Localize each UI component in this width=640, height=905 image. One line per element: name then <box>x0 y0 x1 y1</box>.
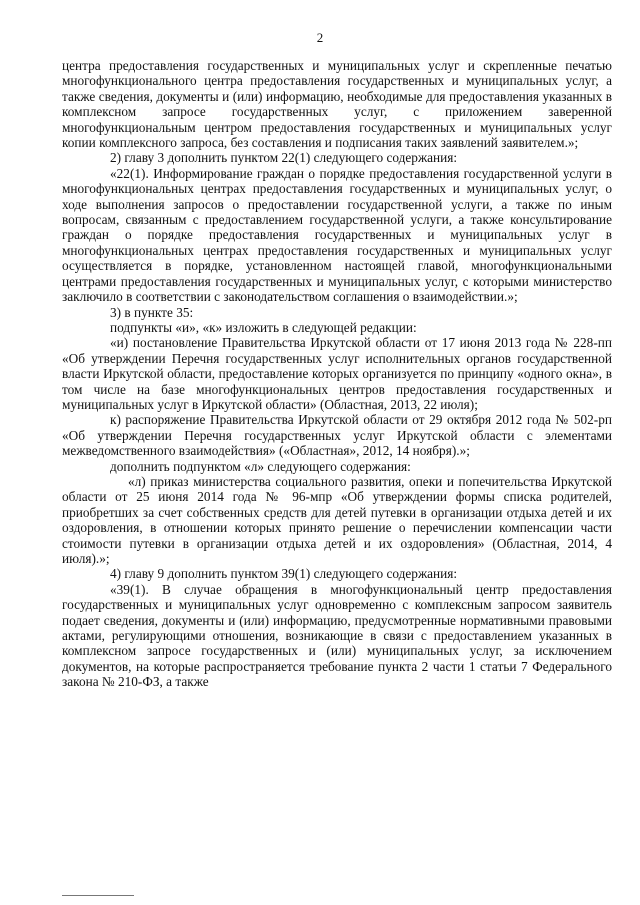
paragraph-item-3: 3) в пункте 35: <box>110 304 194 320</box>
paragraph-item-4: 4) главу 9 дополнить пунктом 39(1) следующего содержания: <box>110 566 458 582</box>
paragraph-point-39-1: «39(1). В случае обращения в многофункциональный центр предоставления государственных и муниципальных услуг одновременно с комплексным запросом заявитель подает сведения, документы и (или) информацию, предусмотренные нормативными правовыми актами, регулирующими отношения, возникающие в связи с предоставлением указанных в комплексном запросе государственных и (или) муниципальных услуг, за исключением документов, на которые распространяется требование пункта 2 части 1 статьи 7 Федерального закона № 210-ФЗ, а также <box>62 581 612 690</box>
paragraph-item-2: 2) главу 3 дополнить пунктом 22(1) следующего содержания: <box>110 150 458 166</box>
document-body <box>62 58 612 690</box>
paragraph-continuation: центра предоставления государственных и муниципальных услуг и скрепленные печатью многофункционального центра предоставления государственных и муниципальных услуг, а также сведения, документы и (или) информацию, необходимые для предоставления указанных в комплексном запросе государственных услуг, с приложением заверенной многофункциональным центром предоставления государственных и муниципальных услуг копии комплексного запроса, без составления и подписания таких заявлений заявителем.»; <box>62 58 612 151</box>
paragraph-subpoint-i: «и) постановление Правительства Иркутской области от 17 июня 2013 года № 228-пп «Об утверждении Перечня государственных услуг исполнительных органов государственной власти Иркутской области, предоставление которых организуется по принципу «одного окна», в том числе на базе многофункциональных центров предоставления государственных и муниципальных услуг в Иркутской области» (Областная, 2013, 22 июля); <box>62 335 612 412</box>
footer-divider <box>62 895 134 896</box>
page-number: 2 <box>316 30 324 45</box>
paragraph-subpoints-heading: подпункты «и», «к» изложить в следующей редакции: <box>110 319 417 335</box>
paragraph-subpoint-k: к) распоряжение Правительства Иркутской области от 29 октября 2012 года № 502-рп «Об утверждении Перечня государственных услуг Иркутской области с элементами межведомственного взаимодействия» («Областная», 2012, 14 ноября).»; <box>62 412 612 459</box>
paragraph-point-22-1: «22(1). Информирование граждан о порядке предоставления государственной услуги в многофункциональных центрах предоставления государственных и муниципальных услуг, о ходе выполнения запросов о предоставлении государственной услуги, а также по иным вопросам, связанным с предоставлением государственной услуги, а также консультирование граждан о порядке предоставления государственных и муниципальных услуг в многофункциональных центрах предоставления государственных и муниципальных услуг осуществляется в порядке, установленном настоящей главой, многофункциональными центрами предоставления государственных и муниципальных услуг, с которыми министерство заключило в соответствии с законодательством соглашения о взаимодействии.»; <box>62 165 612 305</box>
paragraph-add-subpoint-l: дополнить подпунктом «л» следующего содержания: <box>110 458 411 474</box>
paragraph-subpoint-l: «л) приказ министерства социального развития, опеки и попечительства Иркутской области от 25 июня 2014 года № 96-мпр «Об утверждении формы списка родителей, приобретших за счет собственных средств для детей путевки в организации отдыха детей и их оздоровления, в отношении которых принято решение о перечислении компенсации части стоимости путевки в организации отдыха детей и их оздоровления» (Областная, 2014, 4 июля).»; <box>62 473 612 566</box>
